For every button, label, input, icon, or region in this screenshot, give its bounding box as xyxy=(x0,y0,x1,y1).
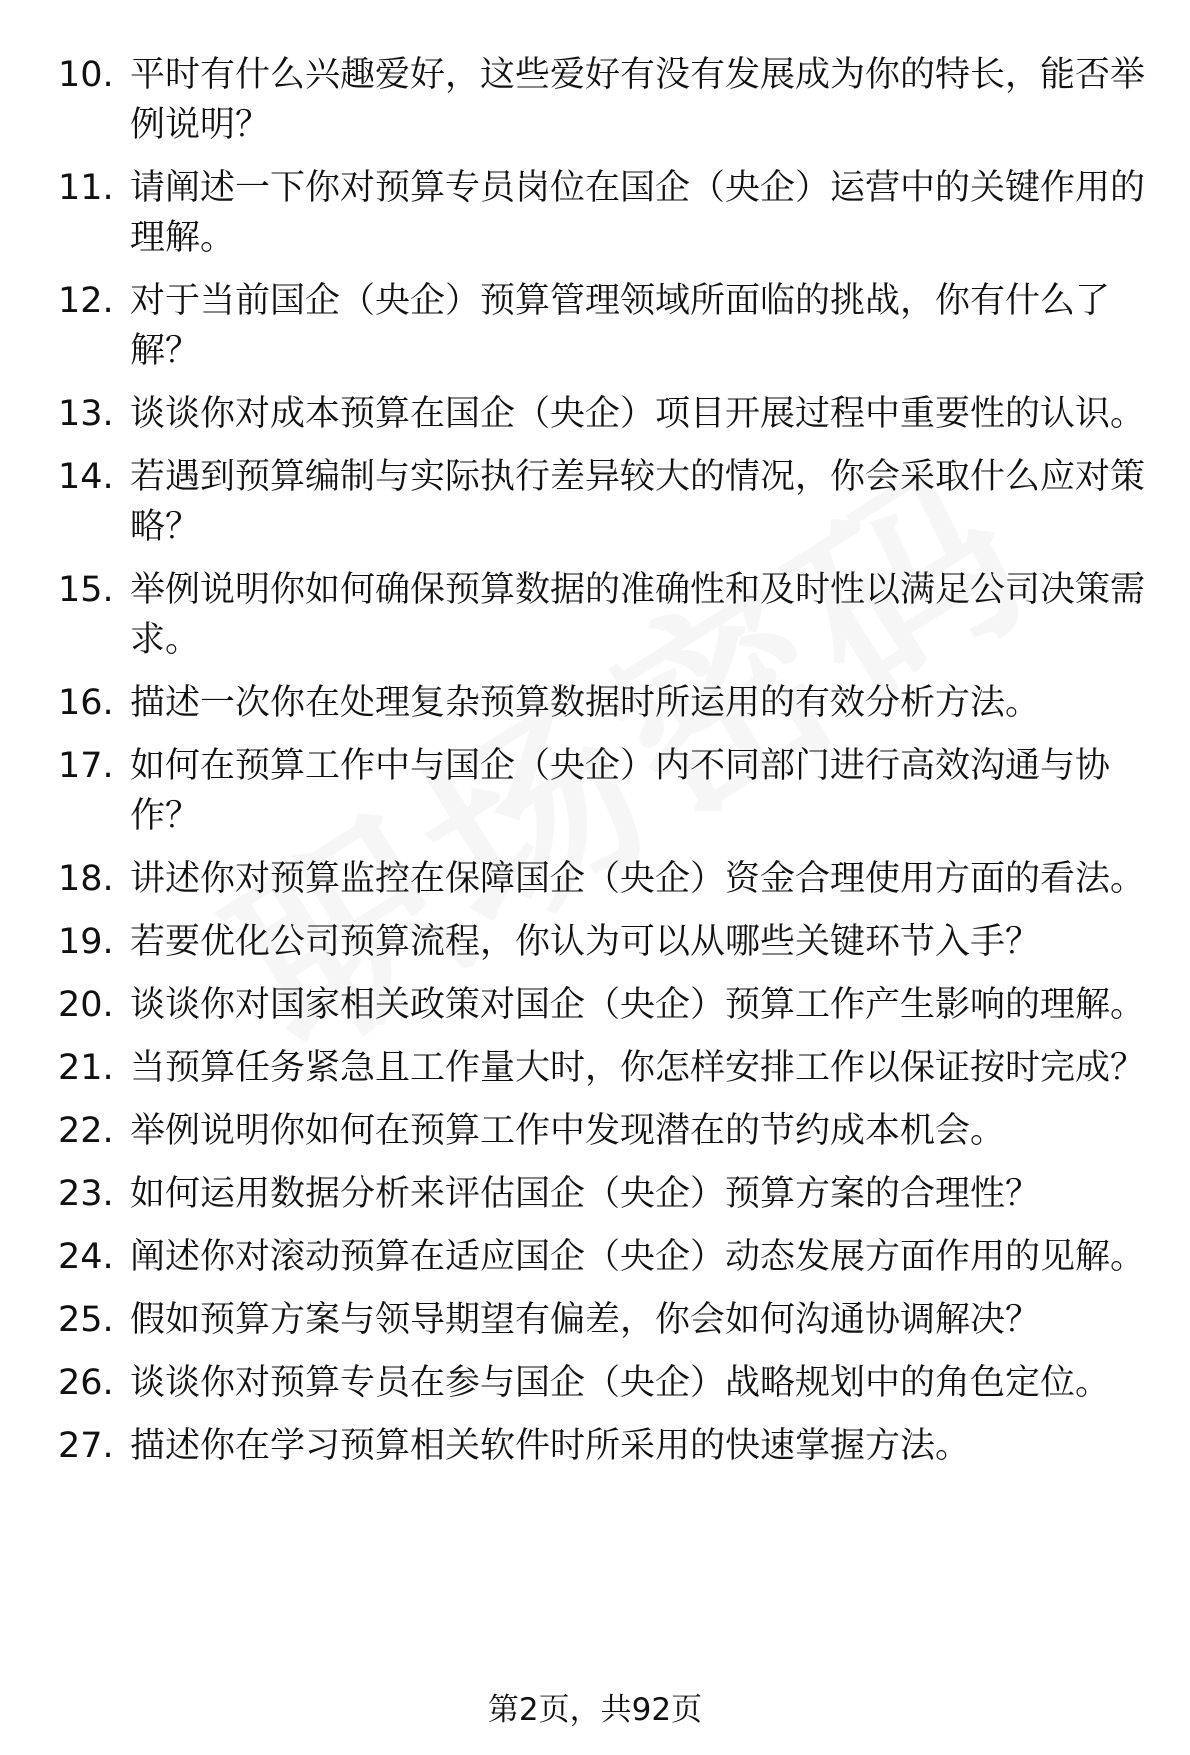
question-text: 请阐述一下你对预算专员岗位在国企（央企）运营中的关键作用的理解。 xyxy=(130,168,1146,258)
question-text: 平时有什么兴趣爱好，这些爱好有没有发展成为你的特长，能否举例说明？ xyxy=(130,55,1146,145)
question-text: 举例说明你如何在预算工作中发现潜在的节约成本机会。 xyxy=(130,1111,1006,1151)
question-text: 描述一次你在处理复杂预算数据时所运用的有效分析方法。 xyxy=(130,683,1041,723)
question-number: 14. xyxy=(58,457,114,497)
question-text: 如何在预算工作中与国企（央企）内不同部门进行高效沟通与协作？ xyxy=(130,746,1111,836)
question-text: 若遇到预算编制与实际执行差异较大的情况，你会采取什么应对策略？ xyxy=(130,457,1146,547)
question-item xyxy=(58,1169,1148,1219)
question-text: 举例说明你如何确保预算数据的准确性和及时性以满足公司决策需求。 xyxy=(130,570,1146,660)
question-number: 20. xyxy=(58,985,114,1025)
question-item xyxy=(58,678,1148,728)
question-item xyxy=(58,389,1148,439)
question-item xyxy=(58,163,1148,263)
question-number: 13. xyxy=(58,394,114,434)
question-number: 24. xyxy=(58,1237,114,1277)
question-text: 当预算任务紧急且工作量大时，你怎样安排工作以保证按时完成？ xyxy=(130,1048,1146,1088)
question-text: 若要优化公司预算流程，你认为可以从哪些关键环节入手？ xyxy=(130,922,1041,962)
question-number: 11. xyxy=(58,168,114,208)
question-item xyxy=(58,276,1148,376)
question-list xyxy=(58,50,1148,1484)
question-item xyxy=(58,854,1148,904)
question-item xyxy=(58,980,1148,1030)
question-text: 谈谈你对成本预算在国企（央企）项目开展过程中重要性的认识。 xyxy=(130,394,1146,434)
question-item xyxy=(58,1358,1148,1408)
question-item xyxy=(58,917,1148,967)
question-text: 描述你在学习预算相关软件时所采用的快速掌握方法。 xyxy=(130,1426,971,1466)
question-item xyxy=(58,565,1148,665)
question-text: 阐述你对滚动预算在适应国企（央企）动态发展方面作用的见解。 xyxy=(130,1237,1146,1277)
question-item xyxy=(58,452,1148,552)
question-item xyxy=(58,1421,1148,1471)
question-number: 10. xyxy=(58,55,114,95)
question-number: 26. xyxy=(58,1363,114,1403)
page-footer: 第2页，共92页 xyxy=(487,1692,703,1728)
question-number: 12. xyxy=(58,281,114,321)
question-number: 22. xyxy=(58,1111,114,1151)
question-text: 谈谈你对预算专员在参与国企（央企）战略规划中的角色定位。 xyxy=(130,1363,1111,1403)
question-number: 25. xyxy=(58,1300,114,1340)
question-number: 23. xyxy=(58,1174,114,1214)
question-number: 19. xyxy=(58,922,114,962)
question-text: 谈谈你对国家相关政策对国企（央企）预算工作产生影响的理解。 xyxy=(130,985,1146,1025)
question-item xyxy=(58,50,1148,150)
question-number: 18. xyxy=(58,859,114,899)
question-item xyxy=(58,1106,1148,1156)
question-item xyxy=(58,741,1148,841)
question-text: 如何运用数据分析来评估国企（央企）预算方案的合理性？ xyxy=(130,1174,1041,1214)
question-item xyxy=(58,1232,1148,1282)
question-text: 讲述你对预算监控在保障国企（央企）资金合理使用方面的看法。 xyxy=(130,859,1146,899)
question-text: 假如预算方案与领导期望有偏差，你会如何沟通协调解决？ xyxy=(130,1300,1041,1340)
question-item xyxy=(58,1043,1148,1093)
question-number: 21. xyxy=(58,1048,114,1088)
question-number: 27. xyxy=(58,1426,114,1466)
question-item xyxy=(58,1295,1148,1345)
question-number: 15. xyxy=(58,570,114,610)
question-text: 对于当前国企（央企）预算管理领域所面临的挑战，你有什么了解？ xyxy=(130,281,1111,371)
question-number: 17. xyxy=(58,746,114,786)
question-number: 16. xyxy=(58,683,114,723)
